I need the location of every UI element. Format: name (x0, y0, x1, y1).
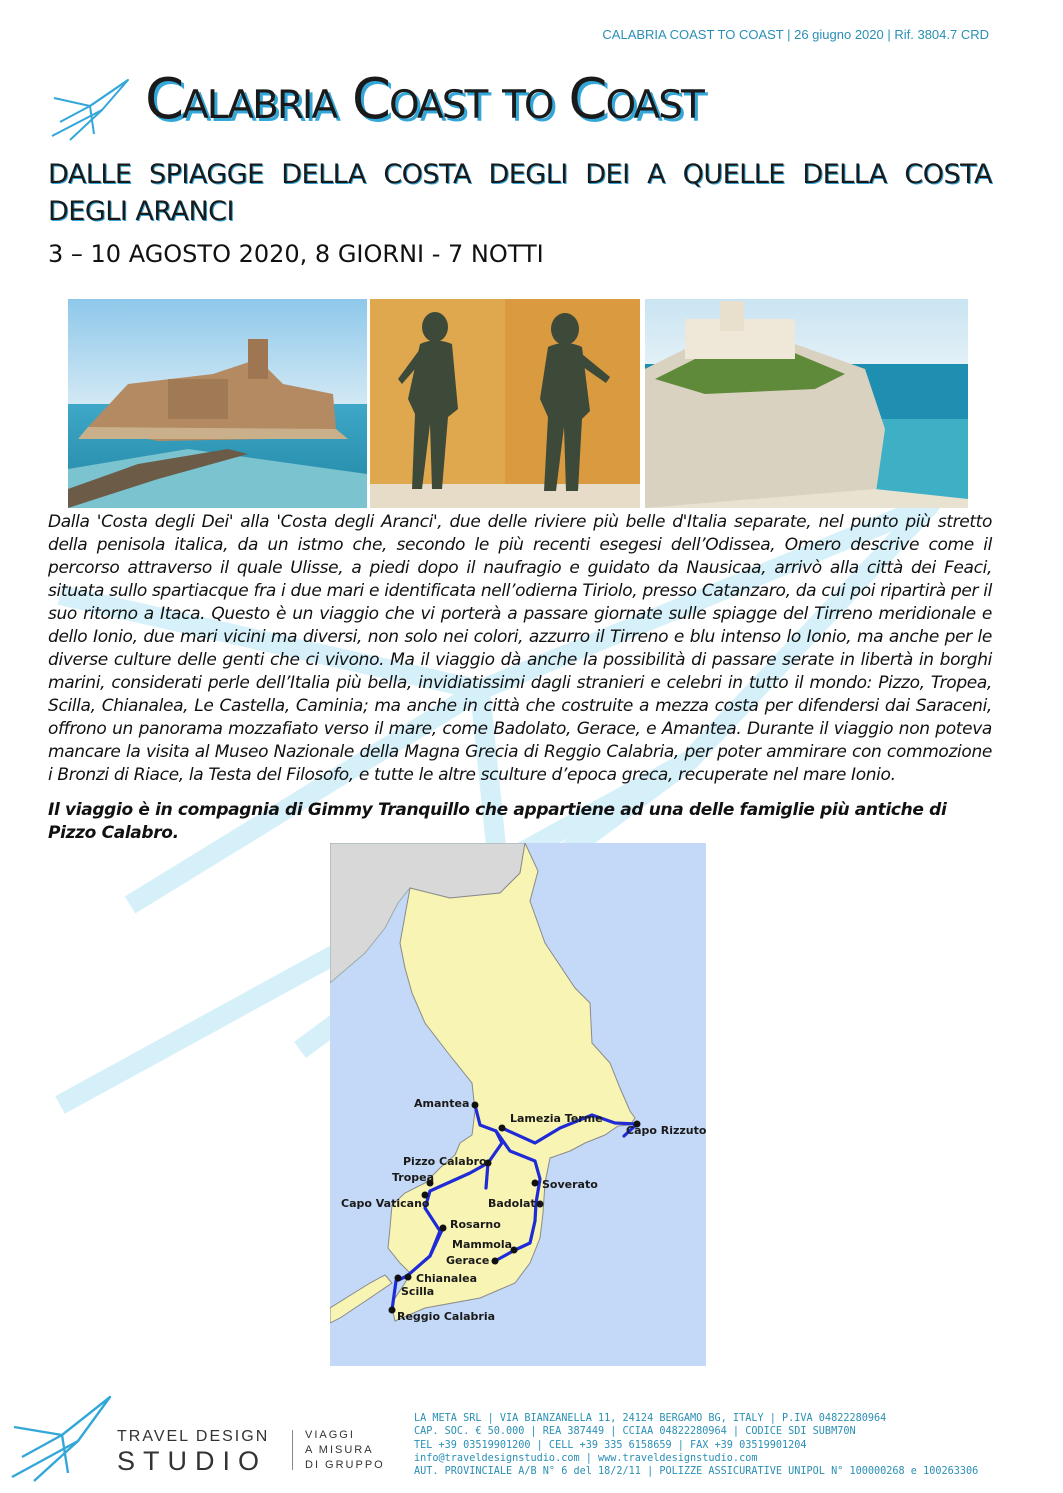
companion-note: Il viaggio è in compagnia di Gimmy Tranquillo che appartiene ad una delle famiglie più antiche di Pizzo Calabro. (48, 800, 947, 843)
company-licenses: AUT. PROVINCIALE A/B N° 6 del 18/2/11 | POLIZZE ASSICURATIVE UNIPOL N° 100000268 e 100263306 (414, 1466, 979, 1478)
label-lamezia: Lamezia Terme (510, 1112, 603, 1125)
page-title: Calabria Coast to Coast (145, 67, 703, 132)
label-badolato: Badolato (488, 1197, 544, 1210)
label-soverato: Soverato (542, 1178, 598, 1191)
footer-bird-logo-icon (10, 1393, 115, 1485)
label-capo-vaticano: Capo Vaticano (341, 1197, 430, 1210)
tagline-line: A MISURA (305, 1444, 374, 1456)
company-address: LA META SRL | VIA BIANZANELLA 11, 24124 BERGAMO BG, ITALY | P.IVA 04822280964 (414, 1413, 887, 1424)
tagline-line: VIAGGI (305, 1429, 355, 1441)
label-reggio: Reggio Calabria (397, 1310, 496, 1323)
clifftop-church-photo (645, 299, 968, 508)
intro-paragraph: Dalla 'Costa degli Dei' alla 'Costa degli Aranci', due delle riviere più belle d'Italia separate, nel punto più stretto della penisola italica, da un istmo che, secondo le più recenti esegesi dell’Odissea, Omero descrive come il percorso attraverso il quale Ulisse, a piedi dopo il naufragio e guidato da Nausicaa, arrivò alla città dei Feaci, situata sullo spartiacque fra i due mari e identificata nell’odierna Tiriolo, presso Catanzaro, da cui poi ripartirà per il suo ritorno a Itaca. Questo è un viaggio che vi porterà a passare giornate sulle spiagge del Tirreno meridionale e dello Ionio, due mari vicini ma diversi, non solo nei colori, azzurro il Tirreno e blu intenso lo Ionio, ma anche per le diverse culture delle genti che ci vivono. Ma il viaggio dà anche la possibilità di passare serate in libertà in borghi marini, considerati perle dell’Italia più bella, invidiatissimi dagli stranieri e celebri in tutto il mondo: Pizzo, Tropea, Scilla, Chianalea, Le Castella, Caminia; ma anche in città che costruite a mezza costa per difendersi dai Saraceni, offrono un panorama mozzafiato verso il mare, come Badolato, Gerace, e Amantea. Durante il viaggio non poteva mancare la visita al Museo Nazionale della Magna Grecia di Reggio Calabria, per poter ammirare con commozione i Bronzi di Riace, la Testa del Filosofo, e tutte le altre sculture d’epoca greca, recuperate nel mare Ionio. (48, 512, 992, 785)
bird-logo-icon (50, 76, 132, 144)
label-capo-rizzuto: Capo Rizzuto (626, 1124, 706, 1137)
brand-name-line1: TRAVEL DESIGN (117, 1428, 270, 1445)
company-info (414, 1412, 978, 1478)
brand-tagline (305, 1428, 385, 1473)
label-amantea: Amantea (414, 1097, 470, 1110)
company-registration: CAP. SOC. € 50.000 | REA 387449 | CCIAA 04822280964 | CODICE SDI SUBM70N (414, 1426, 856, 1438)
label-gerace: Gerace (446, 1254, 490, 1267)
header-reference: CALABRIA COAST TO COAST | 26 giugno 2020 | Rif. 3804.7 CRD (602, 27, 989, 42)
label-pizzo: Pizzo Calabro (403, 1155, 487, 1168)
label-chianalea: Chianalea (416, 1272, 478, 1285)
label-scilla: Scilla (401, 1285, 435, 1298)
label-mammola: Mammola (452, 1238, 513, 1251)
page-subtitle: DALLE SPIAGGE DELLA COSTA DEGLI DEI A QUELLE DELLA COSTA DEGLI ARANCI (48, 159, 992, 227)
brand-divider (292, 1430, 293, 1470)
brand-name-line2: STUDIO (117, 1446, 268, 1476)
tagline-line: DI GRUPPO (305, 1459, 385, 1471)
trip-dates: 3 – 10 AGOSTO 2020, 8 GIORNI - 7 NOTTI (48, 240, 544, 268)
label-tropea: Tropea (392, 1171, 435, 1184)
route-map (330, 843, 706, 1366)
castle-on-island-photo (68, 299, 367, 508)
bronze-statues-photo (370, 299, 640, 508)
label-rosarno: Rosarno (450, 1218, 501, 1231)
company-contacts[interactable]: info@traveldesignstudio.com | www.traveldesignstudio.com (414, 1452, 758, 1464)
company-phones: TEL +39 03519901200 | CELL +39 335 6158659 | FAX +39 03519901204 (414, 1439, 807, 1451)
